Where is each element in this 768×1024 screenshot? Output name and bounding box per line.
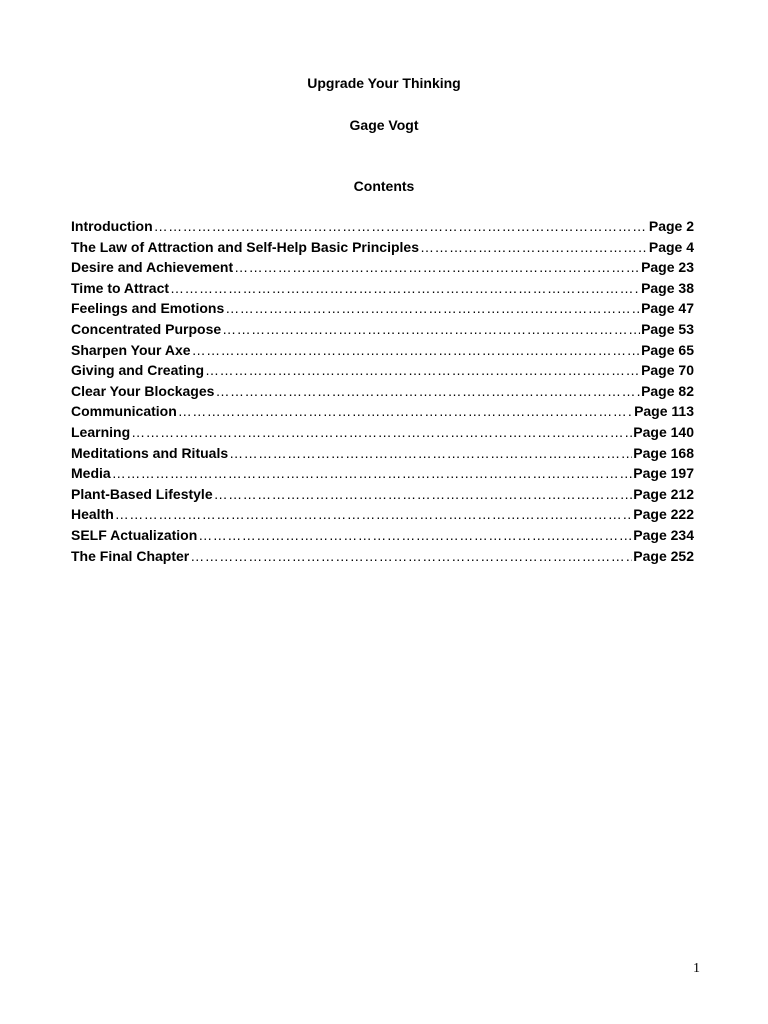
toc-entry-title: Meditations and Rituals xyxy=(71,444,229,461)
toc-entry-title: Giving and Creating xyxy=(71,362,205,379)
toc-leader-dots xyxy=(222,319,640,340)
toc-entry-title: Plant-Based Lifestyle xyxy=(71,485,213,502)
toc-leader-dots xyxy=(420,237,648,258)
toc-leader-dots xyxy=(112,463,633,484)
toc-entry-title: Communication xyxy=(71,403,177,420)
toc-entry xyxy=(71,381,694,402)
toc-entry-title: Desire and Achievement xyxy=(71,259,234,276)
toc-entry-page: Page 65 xyxy=(641,341,694,358)
toc-entry-page: Page 38 xyxy=(641,279,694,296)
toc-leader-dots xyxy=(131,422,632,443)
toc-leader-dots xyxy=(198,525,632,546)
toc-entry-title: The Final Chapter xyxy=(71,547,190,564)
toc-entry xyxy=(71,504,694,525)
toc-entry-title: SELF Actualization xyxy=(71,526,198,543)
toc-entry-page: Page 252 xyxy=(633,547,694,564)
toc-entry-page: Page 70 xyxy=(641,362,694,379)
toc-entry-title: Health xyxy=(71,506,114,523)
toc-entry-title: Sharpen Your Axe xyxy=(71,341,191,358)
toc-leader-dots xyxy=(154,216,648,237)
toc-entry xyxy=(71,237,694,258)
toc-entry-page: Page 47 xyxy=(641,300,694,317)
toc-leader-dots xyxy=(115,504,632,525)
toc-entry xyxy=(71,216,694,237)
toc-leader-dots xyxy=(178,401,633,422)
toc-leader-dots xyxy=(190,546,632,567)
toc-entry-page: Page 168 xyxy=(633,444,694,461)
toc-leader-dots xyxy=(205,360,640,381)
toc-entry xyxy=(71,319,694,340)
toc-leader-dots xyxy=(214,484,633,505)
toc-entry xyxy=(71,401,694,422)
toc-leader-dots xyxy=(192,340,641,361)
toc-entry xyxy=(71,484,694,505)
toc-leader-dots xyxy=(234,257,640,278)
toc-entry-page: Page 23 xyxy=(641,259,694,276)
toc-entry xyxy=(71,340,694,361)
toc-entry-title: Clear Your Blockages xyxy=(71,382,215,399)
toc-entry-page: Page 4 xyxy=(648,238,694,255)
toc-entry-page: Page 113 xyxy=(634,403,694,420)
toc-entry xyxy=(71,525,694,546)
page-number: 1 xyxy=(693,961,700,976)
toc-entry xyxy=(71,257,694,278)
toc-entry-page: Page 2 xyxy=(648,218,694,234)
table-of-contents xyxy=(71,216,694,566)
toc-entry-title: Feelings and Emotions xyxy=(71,300,225,317)
toc-entry-page: Page 197 xyxy=(633,465,694,482)
toc-entry-title: Time to Attract xyxy=(71,279,170,296)
toc-entry-page: Page 222 xyxy=(633,506,694,523)
toc-entry-page: Page 82 xyxy=(641,382,694,399)
document-author: Gage Vogt xyxy=(349,117,419,133)
toc-entry xyxy=(71,463,694,484)
toc-entry xyxy=(71,443,694,464)
toc-leader-dots xyxy=(170,278,640,299)
toc-leader-dots xyxy=(215,381,640,402)
document-title: Upgrade Your Thinking xyxy=(307,75,461,91)
toc-entry xyxy=(71,546,694,567)
toc-entry xyxy=(71,360,694,381)
toc-entry-title: Introduction xyxy=(71,218,153,234)
toc-entry-title: Learning xyxy=(71,423,131,440)
toc-entry-page: Page 234 xyxy=(633,526,694,543)
toc-leader-dots xyxy=(225,298,640,319)
toc-leader-dots xyxy=(229,443,632,464)
toc-entry-page: Page 212 xyxy=(633,485,694,502)
toc-entry xyxy=(71,298,694,319)
toc-entry-title: The Law of Attraction and Self-Help Basic Principles xyxy=(71,238,419,255)
toc-entry-page: Page 140 xyxy=(633,423,694,440)
toc-entry xyxy=(71,422,694,443)
contents-heading: Contents xyxy=(353,178,415,194)
toc-entry-title: Concentrated Purpose xyxy=(71,320,222,337)
toc-entry-page: Page 53 xyxy=(641,320,694,337)
toc-entry xyxy=(71,278,694,299)
toc-entry-title: Media xyxy=(71,465,111,482)
